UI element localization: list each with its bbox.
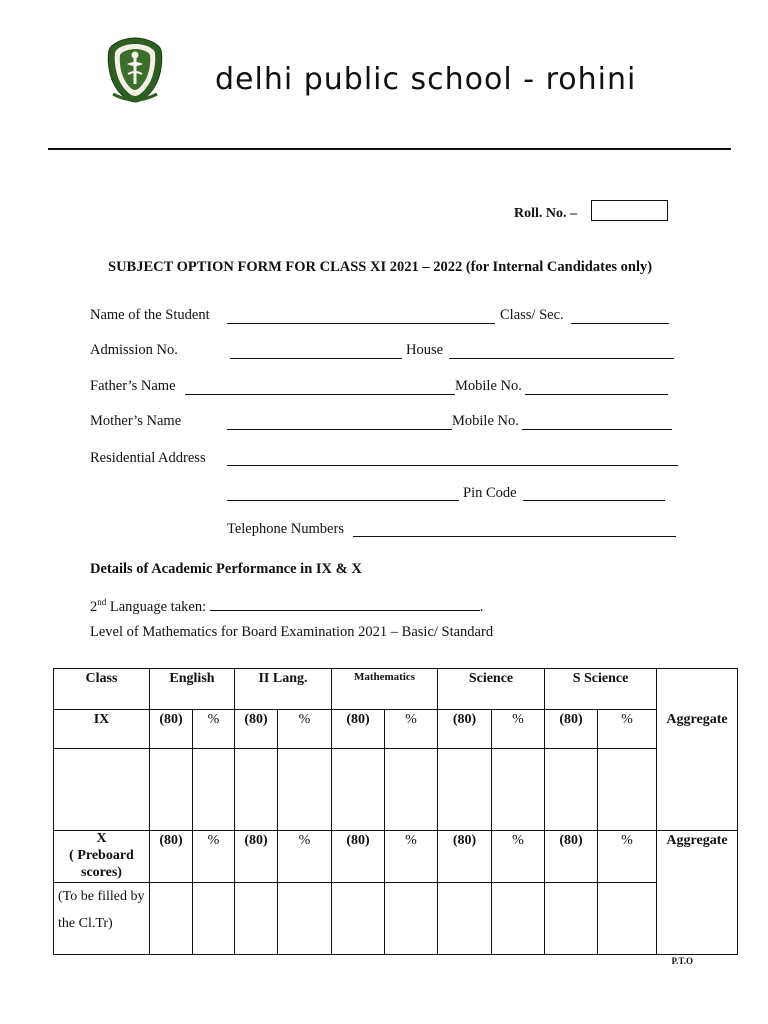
table-row-ix-values <box>54 749 738 831</box>
header-english: English <box>150 669 235 710</box>
x-english-max: (80) <box>150 831 193 883</box>
ix-iilang-max: (80) <box>235 710 278 749</box>
student-name-row <box>90 307 210 324</box>
x-english-pct: % <box>193 831 235 883</box>
x-math-max: (80) <box>332 831 385 883</box>
fathers-name-label: Father’s Name <box>90 378 176 394</box>
school-name: delhi public school - rohini <box>215 62 637 97</box>
pin-code-field[interactable] <box>523 486 665 501</box>
mothers-mobile-label: Mobile No. <box>452 413 519 429</box>
ix-iilang-marks[interactable] <box>235 749 278 831</box>
class-sec-field[interactable] <box>571 309 669 324</box>
ix-english-percent[interactable] <box>193 749 235 831</box>
ix-math-max: (80) <box>332 710 385 749</box>
roll-no-box[interactable] <box>591 200 668 221</box>
math-level-line: Level of Mathematics for Board Examination 2021 – Basic/ Standard <box>90 624 494 640</box>
admission-no-label: Admission No. <box>90 342 178 358</box>
academic-heading: Details of Academic Performance in IX & X <box>90 561 362 577</box>
ix-blank-cell <box>54 749 150 831</box>
table-header-row <box>54 669 738 710</box>
ix-sscience-max: (80) <box>545 710 598 749</box>
ix-science-max: (80) <box>438 710 492 749</box>
ix-math-marks[interactable] <box>332 749 385 831</box>
roll-no-label: Roll. No. – <box>514 206 577 221</box>
x-iilang-pct: % <box>278 831 332 883</box>
x-sscience-max: (80) <box>545 831 598 883</box>
header-divider <box>48 148 731 150</box>
table-row-x-values <box>54 883 738 955</box>
telephone-field[interactable] <box>353 522 676 537</box>
mothers-name-field[interactable] <box>227 415 452 430</box>
x-science-percent[interactable] <box>492 883 545 955</box>
house-label: House <box>406 342 444 358</box>
aggregate-ix-cell[interactable]: Aggregate <box>657 669 738 831</box>
header-ii-lang: II Lang. <box>235 669 332 710</box>
x-iilang-percent[interactable] <box>278 883 332 955</box>
ix-english-marks[interactable] <box>150 749 193 831</box>
fathers-mobile-field[interactable] <box>525 380 668 395</box>
address-line-2-field[interactable] <box>227 486 459 501</box>
ix-english-max: (80) <box>150 710 193 749</box>
residential-address-label: Residential Address <box>90 450 206 466</box>
lang-sup: nd <box>97 597 107 608</box>
header-science: Science <box>438 669 545 710</box>
header-mathematics: Mathematics <box>332 669 438 710</box>
mothers-name-label: Mother’s Name <box>90 413 182 429</box>
residential-address-field[interactable] <box>227 451 678 466</box>
marks-table <box>53 668 738 955</box>
ix-iilang-percent[interactable] <box>278 749 332 831</box>
x-math-percent[interactable] <box>385 883 438 955</box>
ix-science-pct: % <box>492 710 545 749</box>
ix-math-percent[interactable] <box>385 749 438 831</box>
house-field[interactable] <box>449 344 674 359</box>
ix-math-pct: % <box>385 710 438 749</box>
x-science-pct: % <box>492 831 545 883</box>
x-sscience-pct: % <box>598 831 657 883</box>
x-iilang-marks[interactable] <box>235 883 278 955</box>
x-sscience-percent[interactable] <box>598 883 657 955</box>
table-row-ix-labels <box>54 710 738 749</box>
second-language-field[interactable] <box>210 596 480 611</box>
ix-english-pct: % <box>193 710 235 749</box>
x-sscience-marks[interactable] <box>545 883 598 955</box>
lang-end: . <box>479 599 484 615</box>
x-math-marks[interactable] <box>332 883 385 955</box>
ix-iilang-pct: % <box>278 710 332 749</box>
student-name-label: Name of the Student <box>90 307 210 323</box>
aggregate-x-cell[interactable]: Aggregate <box>657 831 738 955</box>
second-language-label: Language taken: <box>106 599 207 615</box>
telephone-label: Telephone Numbers <box>227 521 344 537</box>
x-science-marks[interactable] <box>438 883 492 955</box>
x-english-marks[interactable] <box>150 883 193 955</box>
x-science-max: (80) <box>438 831 492 883</box>
row-ix-label: IX <box>54 710 150 749</box>
x-english-percent[interactable] <box>193 883 235 955</box>
second-language-row <box>90 596 483 616</box>
row-x-label: X ( Preboard scores) <box>54 831 150 883</box>
table-row-x-labels <box>54 831 738 883</box>
fathers-name-field[interactable] <box>185 380 455 395</box>
ix-sscience-marks[interactable] <box>545 749 598 831</box>
row-x-note: (To be filled by the Cl.Tr) <box>54 883 150 955</box>
admission-no-field[interactable] <box>230 344 402 359</box>
ix-science-marks[interactable] <box>438 749 492 831</box>
ix-sscience-percent[interactable] <box>598 749 657 831</box>
student-name-field[interactable] <box>227 309 495 324</box>
mothers-mobile-field[interactable] <box>522 415 672 430</box>
ix-science-percent[interactable] <box>492 749 545 831</box>
x-iilang-max: (80) <box>235 831 278 883</box>
header-s-science: S Science <box>545 669 657 710</box>
x-math-pct: % <box>385 831 438 883</box>
pto-label: P.T.O <box>671 956 693 966</box>
form-title: SUBJECT OPTION FORM FOR CLASS XI 2021 – 2022 (for Internal Candidates only) <box>108 259 653 275</box>
ix-sscience-pct: % <box>598 710 657 749</box>
class-sec-label: Class/ Sec. <box>500 307 564 323</box>
lang-prefix: 2 <box>90 599 98 615</box>
fathers-mobile-label: Mobile No. <box>455 378 522 394</box>
header-class: Class <box>54 669 150 710</box>
school-crest-logo <box>105 36 165 104</box>
pin-code-label: Pin Code <box>463 485 517 501</box>
